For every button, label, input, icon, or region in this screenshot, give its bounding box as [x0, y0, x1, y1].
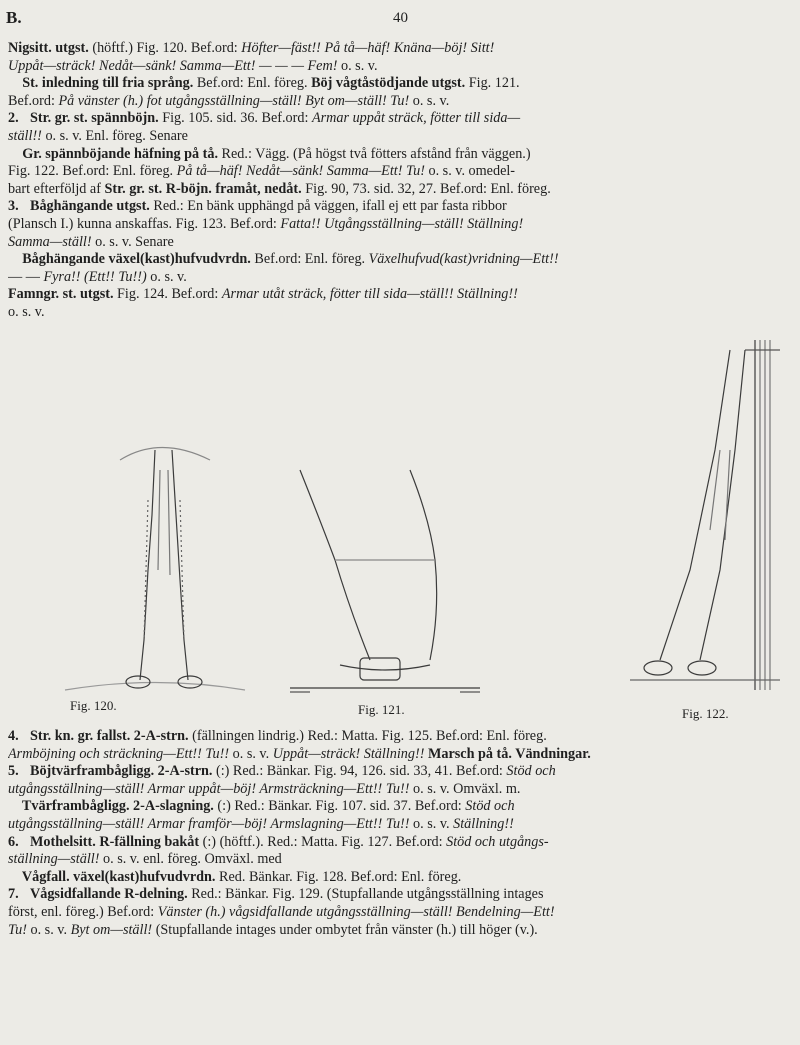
page-number: 40 [393, 10, 408, 26]
text-line [8, 286, 796, 304]
text-segment: ställning—ställ! [8, 851, 100, 868]
text-segment: Båghängande utgst. [30, 198, 150, 215]
text-line [8, 216, 796, 234]
text-segment: Fig. 121. [465, 75, 520, 92]
text-segment: Samma—ställ! [8, 233, 92, 250]
text-segment: Fig. 90, 73. sid. 32, 27. Bef.ord: Enl. föreg. [301, 180, 551, 197]
text-segment: o. s. v. [229, 745, 273, 762]
text-line [8, 851, 796, 869]
text-segment: Böj vågtåstödjande utgst. [311, 75, 466, 92]
text-segment: St. inledning till fria språng. [8, 75, 194, 92]
figure-122-illustration [560, 330, 790, 700]
text-segment: Stöd och [506, 763, 556, 780]
text-line [8, 128, 796, 146]
text-segment: Fig. 105. sid. 36. Bef.ord: [158, 110, 312, 127]
text-segment: Bef.ord: Enl. föreg. [250, 251, 369, 268]
text-segment: Armböjning och sträckning—Ett!! Tu!! [8, 745, 230, 762]
text-segment: Str. kn. gr. fallst. 2-A-strn. [30, 728, 189, 744]
text-segment: Uppåt—sträck! Ställning!! [272, 745, 425, 762]
text-segment: (:) Red.: Bänkar. Fig. 107. sid. 37. Bef.ord: [213, 798, 466, 815]
text-segment: o. s. v. enl. föreg. Omväxl. med [99, 851, 282, 868]
text-line [8, 304, 796, 322]
text-line [8, 269, 796, 287]
text-segment: Ställning!! [453, 815, 514, 832]
text-line [8, 75, 796, 93]
text-segment: Armar uppåt sträck, fötter till sida— [311, 110, 521, 127]
text-segment: Böjtvärframbågligg. 2-A-strn. [30, 763, 213, 780]
text-segment: o. s. v. [409, 92, 450, 109]
text-segment: Gr. spännböjande häfning på tå. [8, 145, 218, 162]
text-segment: — — [8, 268, 44, 285]
text-segment: Stöd och [465, 798, 515, 815]
text-segment: Fatta!! Utgångsställning—ställ! Ställning! [280, 215, 524, 232]
text-segment: (fällningen lindrig.) Red.: Matta. Fig. 125. Bef.ord: Enl. föreg. [188, 728, 547, 744]
text-segment: Armar utåt sträck, fötter till sida—ställ!! Ställning!! [221, 286, 518, 303]
text-segment: Fig. 124. Bef.ord: [113, 286, 222, 303]
text-line [8, 234, 796, 252]
text-segment: ställ!! [8, 127, 42, 144]
item-number: 5. [8, 763, 19, 780]
item-number: 6. [8, 833, 19, 850]
text-segment: o. s. v. [146, 268, 187, 285]
text-line [8, 93, 796, 111]
text-segment: utgångsställning—ställ! Armar framför—böj! Armslagning—Ett!! Tu!! [8, 815, 410, 832]
text-segment: o. s. v. omedel- [424, 163, 516, 180]
text-line [8, 251, 796, 269]
text-line [8, 58, 796, 76]
item-number: 4. [8, 728, 19, 744]
text-segment: Växelhufvud(kast)vridning—Ett!! [368, 251, 559, 268]
figure-121-caption: Fig. 121. [358, 702, 405, 717]
text-segment: Stöd och utgångs- [446, 833, 549, 850]
text-line [8, 110, 796, 128]
text-segment: o. s. v. [409, 815, 454, 832]
text-segment: Famngr. st. utgst. [8, 286, 114, 303]
text-segment: Marsch på tå. Vändningar. [427, 745, 591, 762]
text-line [8, 763, 796, 781]
text-segment: Uppåt—sträck! Nedåt—sänk! Samma—Ett! — — — Fem! [8, 57, 338, 74]
text-segment: Red.: Bänkar. Fig. 129. (Stupfallande utgångsställning intages [187, 886, 544, 903]
text-block-bottom [8, 728, 796, 939]
item-number: 2. [8, 110, 19, 127]
text-line [8, 146, 796, 164]
text-segment: Str. gr. st. R-böjn. framåt, nedåt. [104, 180, 302, 197]
text-segment: På tå—häf! Nedåt—sänk! Samma—Ett! Tu! [176, 163, 425, 180]
text-segment: (Stupfallande intages under ombytet från vänster (h.) till höger (v.). [152, 921, 538, 938]
text-segment: Red.: Vägg. (På högst två fötters afstånd från väggen.) [218, 145, 531, 162]
figure-120-illustration [60, 340, 250, 700]
text-segment: Red.: En bänk upphängd på väggen, ifall ej ett par fasta ribbor [149, 198, 507, 215]
page-header [0, 8, 800, 38]
text-line [8, 728, 796, 746]
text-line [8, 746, 796, 764]
text-segment: Bef.ord: [8, 92, 59, 109]
figure-122-caption: Fig. 122. [682, 706, 729, 721]
text-line [8, 163, 796, 181]
item-number: 7. [8, 886, 19, 903]
text-line [8, 181, 796, 199]
text-line [8, 198, 796, 216]
figure-121-illustration [280, 460, 490, 700]
text-line [8, 798, 796, 816]
text-line [8, 781, 796, 799]
text-segment: Båghängande växel(kast)hufvudvrdn. [8, 251, 251, 268]
text-segment: Str. gr. st. spännböjn. [30, 110, 159, 127]
text-segment: o. s. v. Enl. föreg. Senare [41, 127, 188, 144]
text-segment: På vänster (h.) fot utgångsställning—ställ! Byt om—ställ! Tu! [58, 92, 410, 109]
text-line [8, 904, 796, 922]
text-segment: (höftf.) Fig. 120. Bef.ord: [88, 40, 242, 56]
text-segment: Tu! [8, 921, 27, 938]
text-segment: Vågfall. växel(kast)hufvudvrdn. [8, 868, 216, 885]
text-line [8, 834, 796, 852]
figure-120-caption: Fig. 120. [70, 698, 117, 713]
text-segment: Höfter—fäst!! På tå—häf! Knäna—böj! Sitt! [241, 40, 495, 56]
text-segment: Fig. 122. Bef.ord: Enl. föreg. [8, 163, 177, 180]
text-segment: (Plansch I.) kunna anskaffas. Fig. 123. Bef.ord: [8, 215, 281, 232]
text-line [8, 816, 796, 834]
text-segment: Nigsitt. utgst. [8, 40, 89, 56]
text-line [8, 922, 796, 940]
text-segment: o. s. v. [26, 921, 71, 938]
text-segment: Red. Bänkar. Fig. 128. Bef.ord: Enl. föreg. [215, 868, 462, 885]
text-segment: (:) (höftf.). Red.: Matta. Fig. 127. Bef.ord: [199, 833, 447, 850]
text-line [8, 40, 796, 58]
text-segment: bart efterföljd af [8, 180, 105, 197]
text-segment: Mothelsitt. R-fällning bakåt [30, 833, 200, 850]
text-segment: först, enl. föreg.) Bef.ord: [8, 903, 158, 920]
text-block-top [8, 40, 796, 322]
text-line [8, 869, 796, 887]
text-segment: o. s. v. [337, 57, 378, 74]
text-segment: Bef.ord: Enl. föreg. [193, 75, 312, 92]
item-number: 3. [8, 198, 19, 215]
text-segment: o. s. v. [8, 303, 45, 320]
text-segment: (:) Red.: Bänkar. Fig. 94, 126. sid. 33, 41. Bef.ord: [212, 763, 507, 780]
text-segment: Vänster (h.) vågsidfallande utgångsställning—ställ! Bendelning—Ett! [157, 903, 555, 920]
text-segment: Vågsidfallande R-delning. [30, 886, 188, 903]
text-segment: o. s. v. Senare [91, 233, 174, 250]
text-segment: o. s. v. Omväxl. m. [409, 780, 521, 797]
text-segment: Byt om—ställ! [70, 921, 153, 938]
text-segment: utgångsställning—ställ! Armar uppåt—böj! Armsträckning—Ett!! Tu!! [8, 780, 410, 797]
text-line [8, 886, 796, 904]
text-segment: Tvärframbågligg. 2-A-slagning. [8, 798, 214, 815]
text-segment: Fyra!! (Ett!! Tu!!) [43, 268, 147, 285]
section-label: B. [6, 8, 22, 27]
